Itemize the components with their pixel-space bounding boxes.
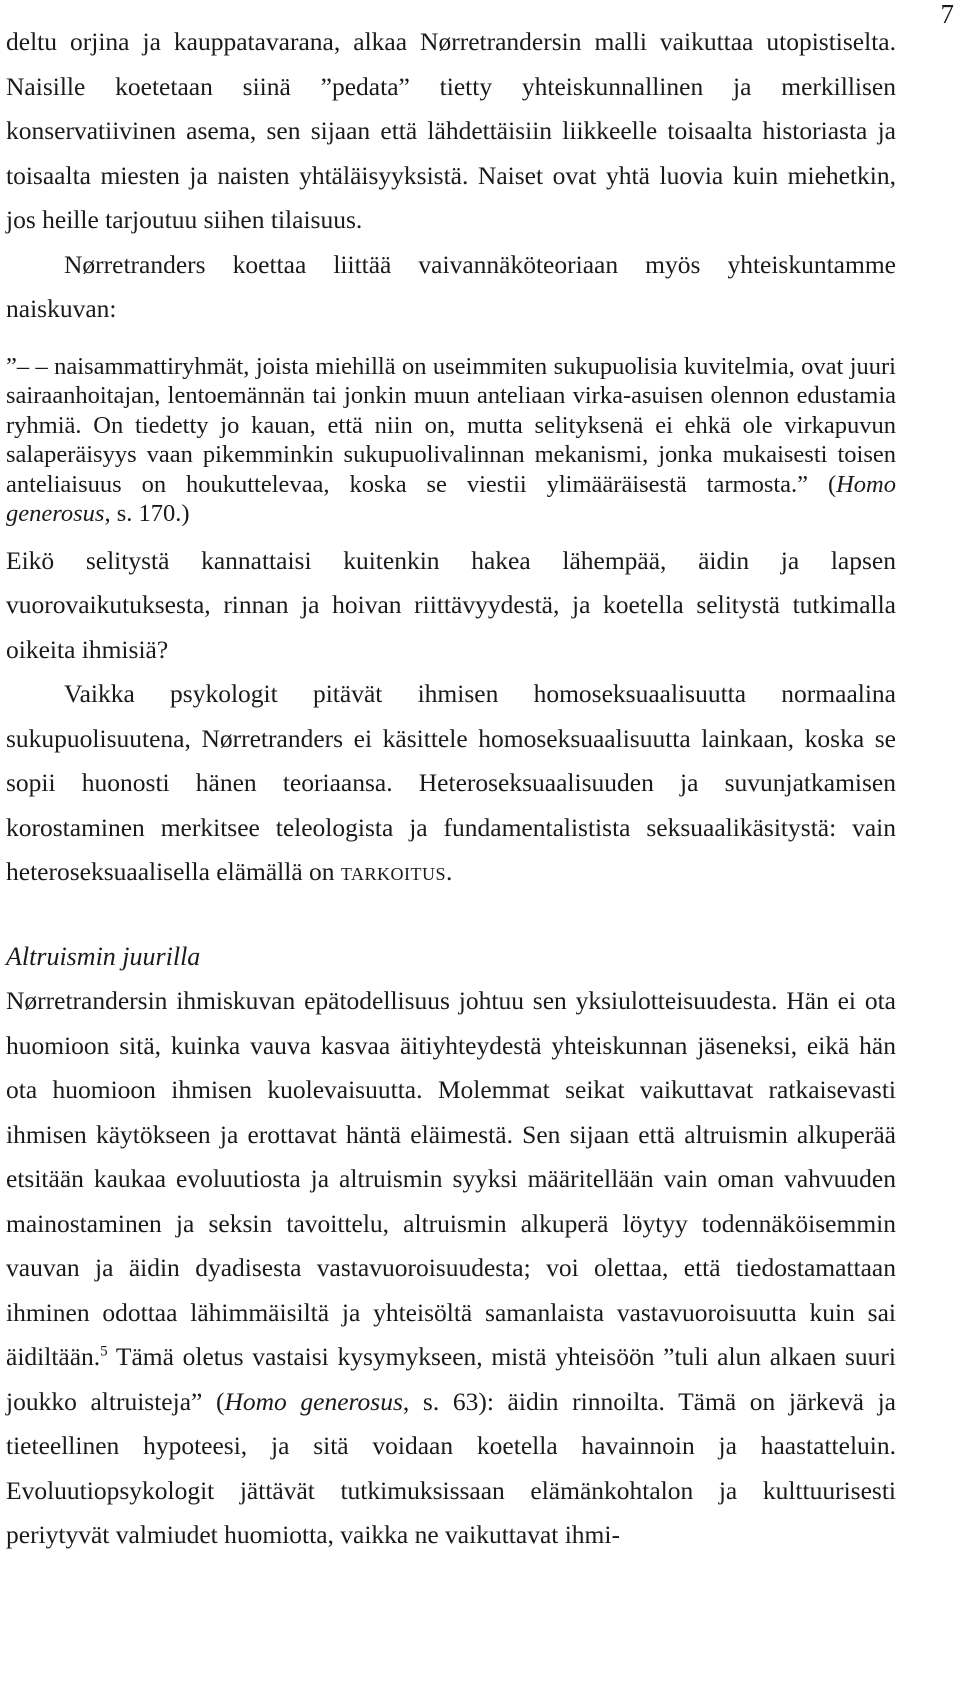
paragraph-4 — [6, 672, 896, 895]
quote-book-title: Homo generosus — [6, 470, 896, 527]
paragraph-5 — [6, 979, 896, 1558]
quote-citation: , s. 170.) — [104, 500, 190, 527]
page-content — [6, 20, 896, 1558]
paragraph-4-end: . — [445, 857, 453, 886]
paragraph-3: Eikö selitystä kannattaisi kuitenkin hakea lähempää, äidin ja lapsen vuorovaikutuksesta, rinnan ja hoivan riittävyydestä, ja koetella selitystä tutkimalla oikeita ihmisiä? — [6, 545, 896, 664]
paragraph-4-text: Vaikka psykologit pitävät ihmisen homoseksuaalisuutta normaalina sukupuolisuutena, Nørretranders ei käsittele homoseksuaalisuutta lainkaan, koska se sopii huonosti hänen teoriaansa. Heteroseksuaalisuuden ja suvunjatkamisen korostaminen merkitsee teleologista ja fundamentalistista seksuaalikäsitystä: vain heteroseksuaalisella elämällä on — [6, 679, 896, 886]
paragraph-5-text-2: Tämä oletus vastaisi kysymykseen, mistä yhteisöön ”tuli alun alkaen suuri joukko altruisteja” ( — [6, 1342, 896, 1416]
section-heading: Altruismin juurilla — [6, 941, 201, 971]
paragraph-2: Nørretranders koettaa liittää vaivannäköteoriaan myös yhteiskuntamme naiskuvan: — [6, 249, 896, 323]
paragraph-5-book-title: Homo generosus — [224, 1386, 403, 1416]
paragraph-5-text-3: , s. 63): äidin rinnoilta. Tämä on järkevä ja tieteellinen hypoteesi, ja sitä voidaan koetella havainnoin ja haastatteluin. Evoluutiopsykologit jättävät tutkimuksissaan elämänkohtalon ja kulttuurisesti periytyvät valmiudet huomiotta, vaikka ne vaikuttavat ihmi- — [6, 1386, 896, 1549]
page-number: 7 — [940, 0, 954, 29]
emphasis-word: tarkoitus — [340, 857, 446, 886]
paragraph-5-text: Nørretrandersin ihmiskuvan epätodellisuus johtuu sen yksiulotteisuudesta. Hän ei ota huomioon sitä, kuinka vauva kasvaa äitiyhteydestä yhteiskunnan jäseneksi, eikä hän ota huomioon ihmisen kuolevaisuutta. Molemmat seikat vaikuttavat ratkaisevasti ihmisen käytökseen ja erottavat häntä eläimestä. Sen sijaan että altruismin alkuperää etsitään kaukaa evoluutiosta ja altruismin syyksi määritellään vain oman vahvuuden mainostaminen ja seksin tavoittelu, altruismin alkuperä löytyy todennäköisemmin vauvan ja äidin dyadisesta vastavuoroisuudesta; voi olettaa, että tiedostamattaan ihminen odottaa lähimmäisiltä ja yhteisöltä samanlaista vastavuoroisuutta kuin sai äidiltään. — [6, 986, 896, 1371]
paragraph-1: deltu orjina ja kauppatavarana, alkaa Nørretrandersin malli vaikuttaa utopistiselta. Naisille koetetaan siinä ”pedata” tietty yhteiskunnallinen ja merkillisen konservatiivinen asema, sen sijaan että lähdettäisiin liikkeelle toisaalta historiasta ja toisaalta miesten ja naisten yhtäläisyyksistä. Naiset ovat yhtä luovia kuin miehetkin, jos heille tarjoutuu siihen tilaisuus. — [6, 27, 896, 234]
block-quote — [6, 352, 896, 529]
quote-text: ”– – naisammattiryhmät, joista miehillä on useimmiten sukupuolisia kuvitelmia, ovat juuri sairaanhoitajan, lentoemännän tai jonkin muun anteliaan virka-asuisen olennon edustamia ryhmiä. On tiedetty jo kauan, että niin on, mutta selityksenä ei ehkä ole virkapuvun salaperäisyys vaan pikemminkin sukupuolivalinnan mekanismi, jonka mukaisesti toisen anteliaisuus on houkuttelevaa, koska se viestii ylimääräisestä tarmosta.” ( — [6, 352, 896, 498]
footnote-marker: 5 — [100, 1343, 108, 1360]
